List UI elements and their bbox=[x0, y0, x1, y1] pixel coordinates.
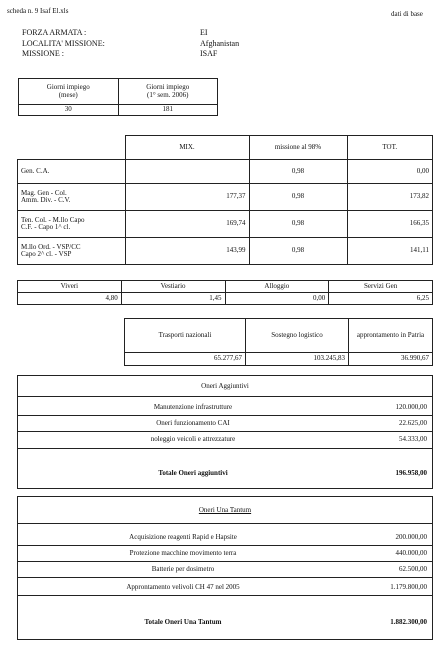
grade-table bbox=[17, 135, 433, 265]
additional-cost-value: 120.000,00 bbox=[395, 403, 427, 411]
servizi-value: 6,25 bbox=[329, 293, 433, 305]
additional-costs-section bbox=[17, 375, 433, 489]
grade-pct: 0,98 bbox=[249, 160, 347, 184]
giorni-value-semester: 181 bbox=[118, 105, 218, 116]
grade-header-tot: TOT. bbox=[347, 136, 433, 160]
one-off-cost-value: 440.000,00 bbox=[395, 549, 427, 557]
giorni-table bbox=[18, 78, 218, 116]
info-row bbox=[22, 39, 262, 50]
grade-tot: 141,11 bbox=[347, 238, 433, 265]
table-row bbox=[18, 238, 433, 265]
grade-label: Ten. Col. - M.llo Capo C.F. - Capo 1^ cl. bbox=[18, 211, 126, 238]
additional-cost-value: 22.625,00 bbox=[399, 419, 427, 427]
one-off-costs-section bbox=[17, 496, 433, 640]
grade-pct: 0,98 bbox=[249, 211, 347, 238]
grade-tot: 0,00 bbox=[347, 160, 433, 184]
grade-pct: 0,98 bbox=[249, 184, 347, 211]
additional-cost-label: Manutenzione infrastrutture bbox=[153, 403, 233, 411]
one-off-cost-value: 1.179.800,00 bbox=[390, 583, 427, 591]
viveri-value: 4,80 bbox=[18, 293, 122, 305]
transport-table bbox=[17, 318, 433, 366]
logistic-support-header: Sostegno logistico bbox=[246, 319, 349, 353]
vestiario-value: 1,45 bbox=[121, 293, 225, 305]
info-label: FORZA ARMATA : bbox=[22, 28, 87, 37]
grade-mix: 177,37 bbox=[125, 184, 249, 211]
info-value: Afghanistan bbox=[200, 38, 240, 48]
viveri-header: Viveri bbox=[18, 281, 122, 293]
transport-value-empty bbox=[17, 353, 125, 366]
logistic-support-value: 103.245,83 bbox=[246, 353, 349, 366]
one-off-costs-total-label: Totale Oneri Una Tantum bbox=[144, 618, 222, 626]
grade-label: Mag. Gen - Col. Amm. Div. - C.V. bbox=[18, 184, 126, 211]
grade-header-empty bbox=[18, 136, 126, 160]
transport-national-header: Trasporti nazionali bbox=[125, 319, 246, 353]
table-row bbox=[18, 211, 433, 238]
additional-costs-title: Oneri Aggiuntivi bbox=[201, 382, 249, 390]
transport-header-empty bbox=[17, 319, 125, 353]
one-off-cost-label: Protezione macchine movimento terra bbox=[129, 549, 237, 557]
homeland-prep-header: approntamento in Patria bbox=[349, 319, 433, 353]
transport-national-value: 65.277,67 bbox=[125, 353, 246, 366]
additional-cost-value: 54.333,00 bbox=[399, 435, 427, 443]
one-off-cost-label: Acquisizione reagenti Rapid e Hapsite bbox=[129, 533, 237, 541]
alloggio-value: 0,00 bbox=[225, 293, 329, 305]
alloggio-header: Alloggio bbox=[225, 281, 329, 293]
grade-header-mix: MIX. bbox=[125, 136, 249, 160]
one-off-costs-title: Oneri Una Tantum bbox=[198, 506, 252, 514]
additional-costs-total-label: Totale Oneri aggiuntivi bbox=[158, 469, 228, 477]
vestiario-header: Vestiario bbox=[121, 281, 225, 293]
one-off-cost-label: Approntamento velivoli CH 47 nel 2005 bbox=[126, 583, 240, 591]
additional-cost-label: Oneri funzionamento CAI bbox=[156, 419, 230, 427]
grade-label: M.llo Ord. - VSP/CC Capo 2^ cl. - VSP bbox=[18, 238, 126, 265]
info-value: EI bbox=[200, 28, 208, 37]
sheet-label: dati di base bbox=[391, 10, 423, 18]
giorni-header-month: Giorni impiego (mese) bbox=[19, 79, 119, 105]
info-label: LOCALITA' MISSIONE: bbox=[22, 38, 105, 48]
giorni-value-month: 30 bbox=[19, 105, 119, 116]
one-off-cost-label: Batterie per dosimetro bbox=[151, 565, 215, 573]
viveri-table bbox=[17, 280, 433, 305]
grade-tot: 173,82 bbox=[347, 184, 433, 211]
one-off-cost-value: 200.000,00 bbox=[395, 533, 427, 541]
grade-header-pct: missione al 98% bbox=[249, 136, 347, 160]
giorni-header-semester: Giorni impiego (1° sem. 2006) bbox=[118, 79, 218, 105]
info-label: MISSIONE : bbox=[22, 49, 65, 58]
one-off-costs-total-value: 1.882.300,00 bbox=[390, 618, 427, 626]
table-row bbox=[18, 160, 433, 184]
grade-pct: 0,98 bbox=[249, 238, 347, 265]
mission-info bbox=[22, 28, 262, 60]
one-off-cost-value: 62.500,00 bbox=[399, 565, 427, 573]
info-row bbox=[22, 28, 262, 39]
info-value: ISAF bbox=[200, 49, 218, 58]
file-name: scheda n. 9 Isaf El.xls bbox=[7, 7, 69, 15]
table-row bbox=[18, 184, 433, 211]
grade-label: Gen. C.A. bbox=[18, 160, 126, 184]
info-row bbox=[22, 49, 262, 60]
grade-mix: 143,99 bbox=[125, 238, 249, 265]
servizi-header: Servizi Gen bbox=[329, 281, 433, 293]
additional-costs-total-value: 196.958,00 bbox=[395, 469, 427, 477]
grade-mix bbox=[125, 160, 249, 184]
grade-tot: 166,35 bbox=[347, 211, 433, 238]
homeland-prep-value: 36.990,67 bbox=[349, 353, 433, 366]
additional-cost-label: noleggio veicoli e attrezzature bbox=[150, 435, 236, 443]
grade-mix: 169,74 bbox=[125, 211, 249, 238]
